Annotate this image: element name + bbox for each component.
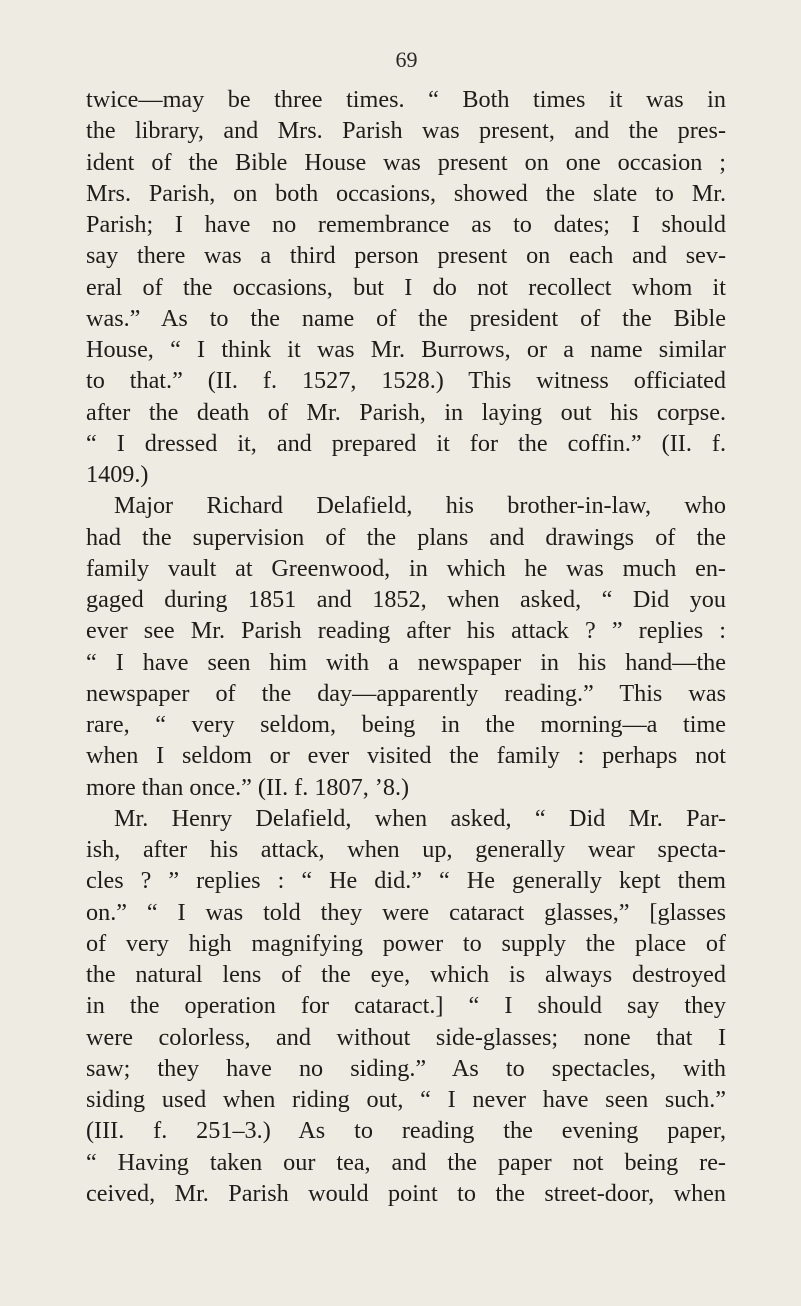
text-line: saw; they have no siding.” As to spectacles, with (86, 1054, 726, 1082)
text-line: to that.” (II. f. 1527, 1528.) This witness officiated (86, 367, 726, 395)
text-line: eral of the occasions, but I do not recollect whom it (86, 273, 726, 301)
text-line: family vault at Greenwood, in which he was much en- (86, 554, 726, 582)
text-line: 1409.) (86, 461, 149, 488)
text-line: House, “ I think it was Mr. Burrows, or a name similar (86, 336, 726, 363)
text-line: gaged during 1851 and 1852, when asked, “ Did you (86, 586, 726, 613)
text-line: was.” As to the name of the president of the Bible (86, 304, 726, 332)
text-line: when I seldom or ever visited the family : perhaps not (86, 742, 726, 770)
body-text (86, 84, 726, 1209)
text-line: more than once.” (II. f. 1807, ’8.) (86, 773, 410, 801)
text-line: cles ? ” replies : “ He did.” “ He generally kept them (86, 867, 726, 895)
text-line: “ I have seen him with a newspaper in his hand—the (86, 648, 726, 676)
text-line: of very high magnifying power to supply the place of (86, 929, 726, 957)
text-line: ever see Mr. Parish reading after his attack ? ” replies : (86, 617, 726, 645)
text-line: after the death of Mr. Parish, in laying out his corpse. (86, 398, 726, 426)
text-line: Mr. Henry Delafield, when asked, “ Did Mr. Par- (114, 804, 726, 832)
text-line: were colorless, and without side-glasses; none that I (86, 1023, 726, 1051)
text-line: “ I dressed it, and prepared it for the coffin.” (II. f. (86, 429, 726, 457)
text-line: Major Richard Delafield, his brother-in-law, who (114, 492, 726, 520)
text-line: twice—may be three times. “ Both times it was in (86, 86, 726, 113)
text-line: the natural lens of the eye, which is always destroyed (86, 961, 726, 988)
page-number: 69 (395, 47, 418, 72)
text-line: ident of the Bible House was present on one occasion ; (86, 148, 726, 176)
text-line: (III. f. 251–3.) As to reading the evening paper, (86, 1117, 726, 1145)
text-line: the library, and Mrs. Parish was present, and the pres- (86, 117, 726, 145)
text-line: rare, “ very seldom, being in the morning—a time (86, 711, 726, 738)
text-line: Parish; I have no remembrance as to dates; I should (86, 211, 726, 238)
text-line: say there was a third person present on each and sev- (86, 242, 726, 270)
text-line: newspaper of the day—apparently reading.” This was (86, 679, 726, 707)
text-line: in the operation for cataract.] “ I should say they (86, 992, 726, 1020)
text-line: ceived, Mr. Parish would point to the street-door, when (86, 1179, 726, 1207)
text-line: “ Having taken our tea, and the paper not being re- (86, 1148, 726, 1176)
text-line: ish, after his attack, when up, generally wear specta- (86, 836, 726, 863)
text-line: Mrs. Parish, on both occasions, showed the slate to Mr. (86, 179, 726, 207)
text-line: had the supervision of the plans and drawings of the (86, 523, 726, 551)
text-line: siding used when riding out, “ I never have seen such.” (86, 1086, 726, 1113)
text-line: on.” “ I was told they were cataract glasses,” [glasses (86, 898, 726, 926)
